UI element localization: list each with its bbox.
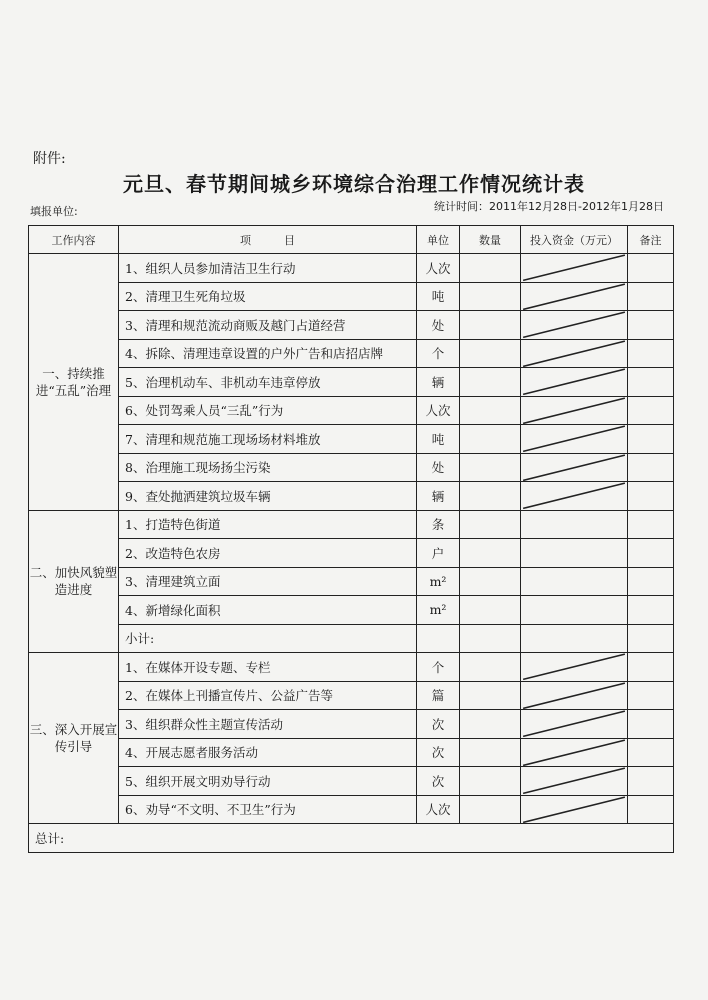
- quantity-cell: [460, 596, 521, 625]
- table-row: [29, 254, 674, 283]
- funds-cell-slashed: [521, 254, 628, 283]
- table-row: [29, 368, 674, 397]
- header-work-content: 工作内容: [29, 226, 119, 254]
- item-unit: 次: [417, 710, 460, 739]
- item-unit: 人次: [417, 795, 460, 824]
- total-label: 总计:: [29, 824, 674, 853]
- item-unit: 辆: [417, 482, 460, 511]
- table-row: [29, 567, 674, 596]
- remarks-cell: [628, 396, 674, 425]
- quantity-cell: [460, 425, 521, 454]
- funds-cell-slashed: [521, 311, 628, 340]
- remarks-cell: [628, 767, 674, 796]
- item-unit: 篇: [417, 681, 460, 710]
- remarks-cell: [628, 738, 674, 767]
- item-name: 3、组织群众性主题宣传活动: [119, 710, 417, 739]
- item-name: 4、开展志愿者服务活动: [119, 738, 417, 767]
- table-row: [29, 795, 674, 824]
- header-unit: 单位: [417, 226, 460, 254]
- quantity-cell: [460, 339, 521, 368]
- item-unit: 吨: [417, 425, 460, 454]
- item-unit: 处: [417, 453, 460, 482]
- table-row: [29, 681, 674, 710]
- funds-cell-slashed: [521, 396, 628, 425]
- item-name: 2、在媒体上刊播宣传片、公益广告等: [119, 681, 417, 710]
- remarks-cell: [628, 339, 674, 368]
- table-row: [29, 339, 674, 368]
- item-unit: 个: [417, 339, 460, 368]
- funds-cell-slashed: [521, 339, 628, 368]
- item-name: 7、清理和规范施工现场场材料堆放: [119, 425, 417, 454]
- remarks-cell: [628, 653, 674, 682]
- statistics-period: 统计时间：2011年12月28日-2012年1月28日: [434, 200, 664, 213]
- item-unit: 处: [417, 311, 460, 340]
- item-unit: 人次: [417, 396, 460, 425]
- quantity-cell: [460, 681, 521, 710]
- fill-unit-label: 填报单位:: [30, 205, 78, 218]
- quantity-cell: [460, 482, 521, 511]
- remarks-cell: [628, 254, 674, 283]
- header-item: 项 目: [119, 226, 417, 254]
- table-row: [29, 653, 674, 682]
- subtotal-cell: [417, 624, 460, 653]
- header-funds: 投入资金（万元）: [521, 226, 628, 254]
- header-quantity: 数量: [460, 226, 521, 254]
- subtotal-label: 小计:: [119, 624, 417, 653]
- item-name: 5、组织开展文明劝导行动: [119, 767, 417, 796]
- funds-cell-slashed: [521, 795, 628, 824]
- subtotal-cell: [521, 624, 628, 653]
- item-unit: 次: [417, 767, 460, 796]
- quantity-cell: [460, 254, 521, 283]
- quantity-cell: [460, 738, 521, 767]
- item-unit: 条: [417, 510, 460, 539]
- funds-cell-slashed: [521, 653, 628, 682]
- table-row: [29, 539, 674, 568]
- quantity-cell: [460, 710, 521, 739]
- quantity-cell: [460, 311, 521, 340]
- table-row: [29, 738, 674, 767]
- funds-cell-slashed: [521, 425, 628, 454]
- table-row: [29, 396, 674, 425]
- item-unit: 人次: [417, 254, 460, 283]
- item-name: 2、清理卫生死角垃圾: [119, 282, 417, 311]
- funds-cell-slashed: [521, 282, 628, 311]
- subtotal-cell: [460, 624, 521, 653]
- quantity-cell: [460, 510, 521, 539]
- quantity-cell: [460, 767, 521, 796]
- table-header-row: [29, 226, 674, 254]
- table-row: [29, 311, 674, 340]
- item-name: 1、组织人员参加清洁卫生行动: [119, 254, 417, 283]
- item-unit: 辆: [417, 368, 460, 397]
- table-row: [29, 710, 674, 739]
- funds-cell-slashed: [521, 368, 628, 397]
- item-unit: 个: [417, 653, 460, 682]
- item-name: 2、改造特色农房: [119, 539, 417, 568]
- item-unit: 吨: [417, 282, 460, 311]
- table-row: [29, 510, 674, 539]
- quantity-cell: [460, 795, 521, 824]
- quantity-cell: [460, 539, 521, 568]
- quantity-cell: [460, 396, 521, 425]
- item-unit: 户: [417, 539, 460, 568]
- funds-cell: [521, 567, 628, 596]
- item-name: 3、清理和规范流动商贩及越门占道经营: [119, 311, 417, 340]
- funds-cell: [521, 539, 628, 568]
- item-name: 3、清理建筑立面: [119, 567, 417, 596]
- remarks-cell: [628, 596, 674, 625]
- table-row: [29, 596, 674, 625]
- statistics-table: [28, 225, 674, 853]
- item-name: 4、新增绿化面积: [119, 596, 417, 625]
- funds-cell-slashed: [521, 681, 628, 710]
- attachment-label: 附件:: [33, 151, 66, 167]
- funds-cell: [521, 596, 628, 625]
- remarks-cell: [628, 681, 674, 710]
- remarks-cell: [628, 311, 674, 340]
- funds-cell-slashed: [521, 710, 628, 739]
- table-row: [29, 453, 674, 482]
- item-name: 1、在媒体开设专题、专栏: [119, 653, 417, 682]
- funds-cell-slashed: [521, 738, 628, 767]
- quantity-cell: [460, 282, 521, 311]
- table-row: [29, 767, 674, 796]
- table-row: [29, 282, 674, 311]
- page-title: 元旦、春节期间城乡环境综合治理工作情况统计表: [123, 172, 585, 196]
- header-remarks: 备注: [628, 226, 674, 254]
- subtotal-cell: [628, 624, 674, 653]
- remarks-cell: [628, 453, 674, 482]
- item-name: 8、治理施工现场扬尘污染: [119, 453, 417, 482]
- funds-cell: [521, 510, 628, 539]
- item-name: 1、打造特色街道: [119, 510, 417, 539]
- item-name: 9、查处抛洒建筑垃圾车辆: [119, 482, 417, 511]
- section-title: 一、持续推进“五乱”治理: [29, 254, 119, 511]
- remarks-cell: [628, 710, 674, 739]
- funds-cell-slashed: [521, 767, 628, 796]
- section-title: 二、加快风貌塑造进度: [29, 510, 119, 653]
- remarks-cell: [628, 567, 674, 596]
- remarks-cell: [628, 282, 674, 311]
- quantity-cell: [460, 653, 521, 682]
- table-row: [29, 425, 674, 454]
- item-name: 6、劝导“不文明、不卫生”行为: [119, 795, 417, 824]
- remarks-cell: [628, 539, 674, 568]
- quantity-cell: [460, 453, 521, 482]
- remarks-cell: [628, 425, 674, 454]
- funds-cell-slashed: [521, 453, 628, 482]
- section-title: 三、深入开展宣传引导: [29, 653, 119, 824]
- funds-cell-slashed: [521, 482, 628, 511]
- quantity-cell: [460, 368, 521, 397]
- item-unit: m²: [417, 567, 460, 596]
- subtotal-row: [29, 624, 674, 653]
- remarks-cell: [628, 795, 674, 824]
- remarks-cell: [628, 368, 674, 397]
- quantity-cell: [460, 567, 521, 596]
- total-row: [29, 824, 674, 853]
- item-unit: 次: [417, 738, 460, 767]
- remarks-cell: [628, 482, 674, 511]
- item-name: 4、拆除、清理违章设置的户外广告和店招店牌: [119, 339, 417, 368]
- item-name: 5、治理机动车、非机动车违章停放: [119, 368, 417, 397]
- remarks-cell: [628, 510, 674, 539]
- item-name: 6、处罚驾乘人员“三乱”行为: [119, 396, 417, 425]
- item-unit: m²: [417, 596, 460, 625]
- table-row: [29, 482, 674, 511]
